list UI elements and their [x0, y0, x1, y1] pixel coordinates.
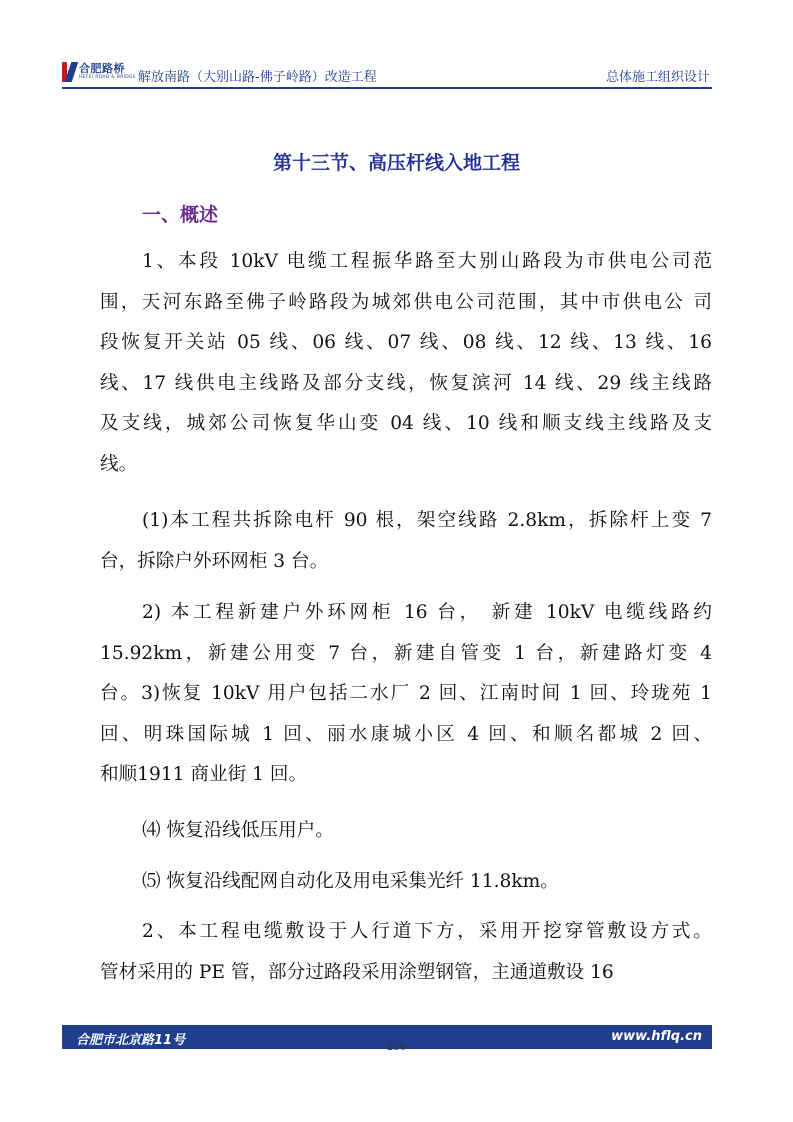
paragraph-2 [100, 501, 712, 582]
footer-address: 合肥市北京路11号 [76, 1033, 186, 1048]
paragraph-5 [100, 862, 712, 903]
section-title: 第十三节、高压杆线入地工程 [272, 152, 520, 174]
logo-text: 合肥路桥 [79, 62, 125, 76]
text-line: ⑷ 恢复沿线低压用户。 [142, 820, 334, 841]
paragraph-6 [100, 912, 712, 993]
text-line: 线、17 线供电主线路及部分支线，恢复滨河 14 线、29 线主线路 [100, 372, 712, 394]
paragraph-3 [100, 593, 712, 796]
company-logo [62, 60, 136, 84]
text-line: 1、本段 10kV 电缆工程振华路至大别山路段为市供电公司范 [142, 251, 712, 272]
subsection-title: 一、概述 [142, 204, 219, 226]
header-project-title: 解放南路（大别山路-佛子岭路）改造工程 [138, 70, 377, 85]
text-line: 线。 [100, 453, 138, 475]
logo-subtext: HEFEI ROAD & BRIDGE [79, 75, 136, 81]
text-line: 15.92km，新建公用变 7 台，新建自管变 1 台，新建路灯变 4 [100, 642, 712, 664]
text-line: 台，拆除户外环网柜 3 台。 [100, 550, 329, 572]
text-line: ⑸ 恢复沿线配网自动化及用电采集光纤 11.8km。 [142, 871, 559, 892]
text-line: 段恢复开关站 05 线、06 线、07 线、08 线、12 线、13 线、16 [100, 332, 712, 353]
text-line: 管材采用的 PE 管，部分过路段采用涂塑钢管，主通道敷设 16 [100, 961, 614, 983]
header-document-type: 总体施工组织设计 [605, 70, 710, 85]
text-line: 围，天河东路至佛子岭路段为城郊供电公司范围，其中市供电公 司 [100, 291, 712, 313]
text-line: 和顺1911 商业街 1 回。 [100, 764, 308, 785]
header-divider [62, 87, 712, 89]
page-header [62, 58, 712, 92]
page-number: 256 [386, 1042, 407, 1053]
paragraph-1 [100, 242, 712, 485]
text-line: 及支线，城郊公司恢复华山变 04 线、10 线和顺支线主线路及支 [100, 413, 712, 434]
text-line: 回、明珠国际城 1 回、丽水康城小区 4 回、和顺名都城 2 回、 [100, 723, 712, 745]
paragraph-4 [100, 811, 712, 852]
footer-website: www.hflq.cn [611, 1029, 702, 1044]
text-line: 2、本工程电缆敷设于人行道下方，采用开挖穿管敷设方式。 [142, 921, 712, 942]
text-line: 台。3)恢复 10kV 用户包括二水厂 2 回、江南时间 1 回、玲珑苑 1 [100, 683, 712, 704]
logo-mark-icon [62, 62, 76, 82]
text-line: 2) 本工程新建户外环网柜 16 台， 新建 10kV 电缆线路约 [142, 602, 712, 623]
text-line: (1)本工程共拆除电杆 90 根，架空线路 2.8km，拆除杆上变 7 [142, 510, 712, 531]
